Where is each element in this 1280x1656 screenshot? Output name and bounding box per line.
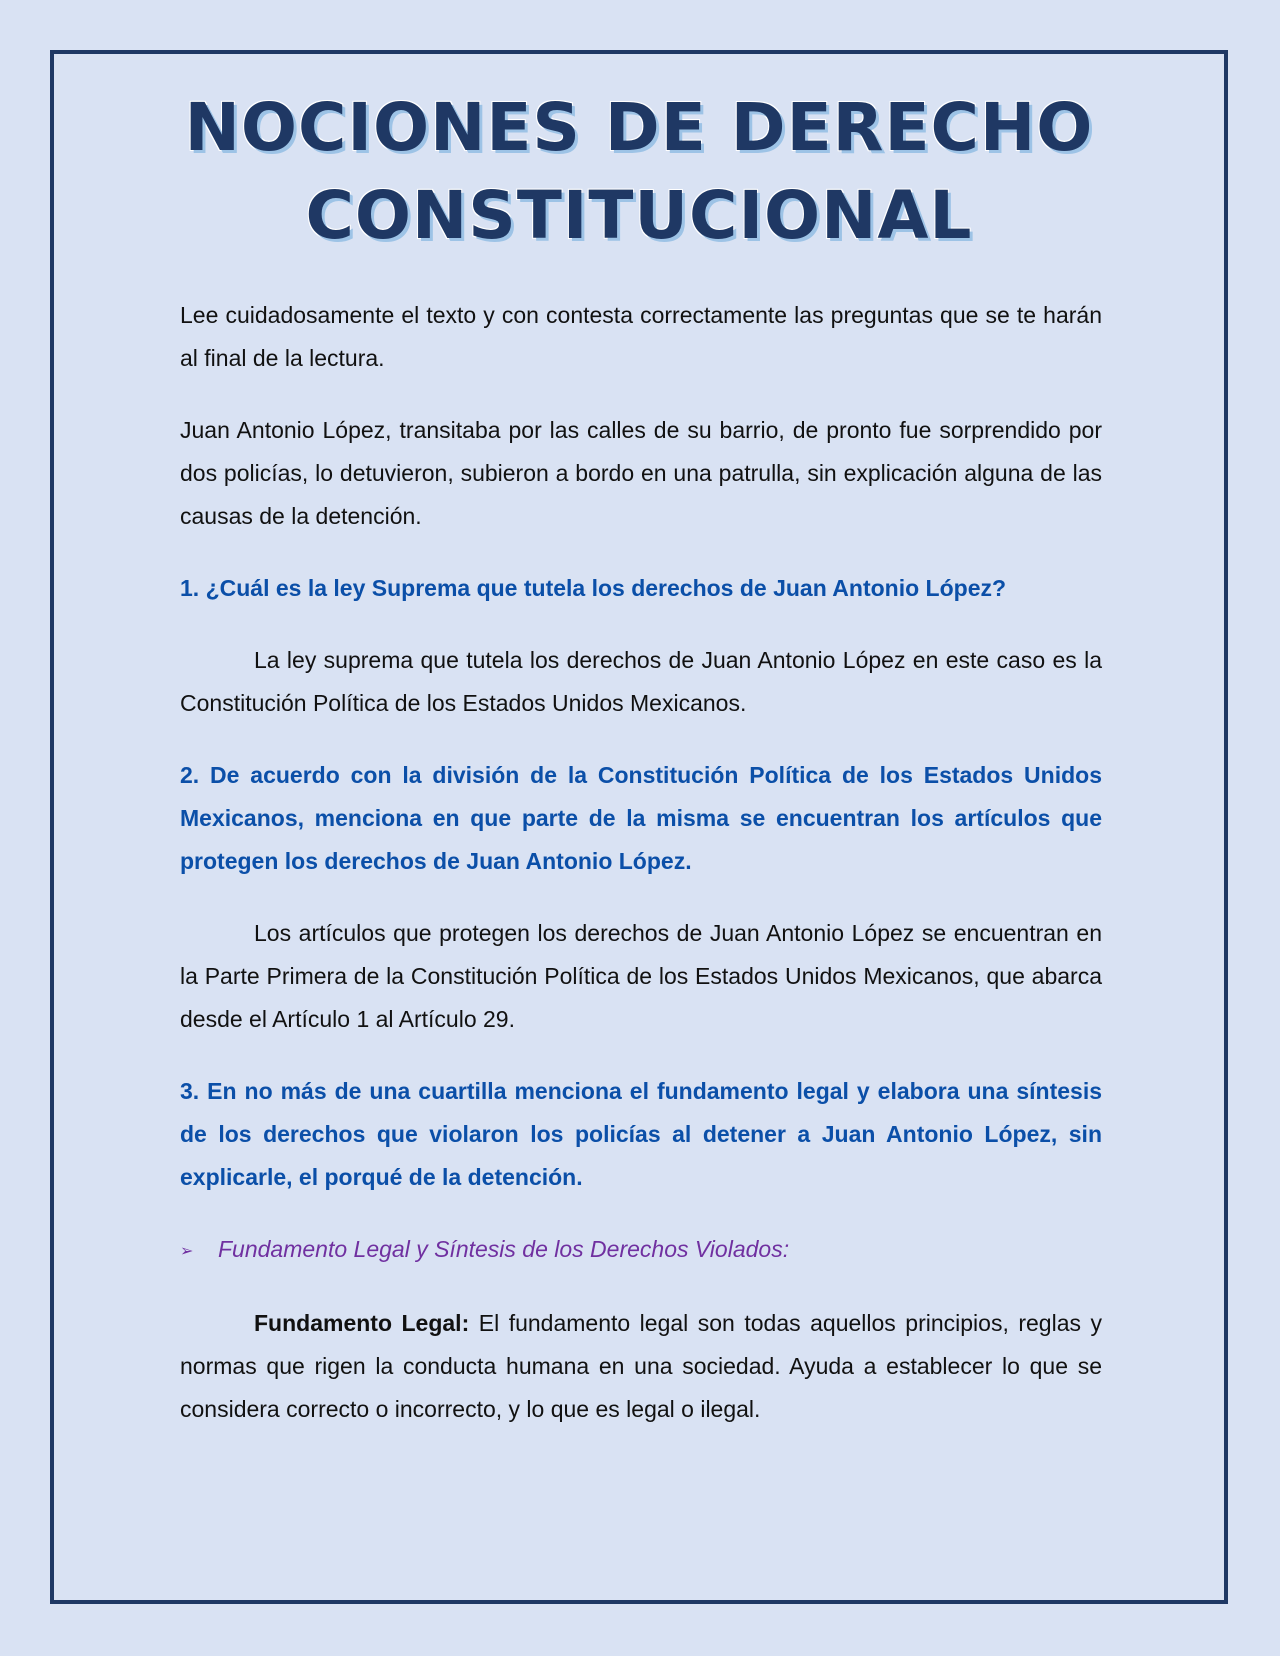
page-frame	[50, 50, 1228, 1604]
answer-2: Los artículos que protegen los derechos de Juan Antonio López se encuentran en la Parte Primera de la Constitución Política de los Estados Unidos Mexicanos, que abarca desde el Artículo 1 al Artículo 29.	[180, 920, 1102, 1032]
fundamento-label: Fundamento Legal:	[254, 1310, 470, 1336]
bullet-item	[180, 1228, 1102, 1273]
arrow-bullet-icon: ➢	[180, 1243, 194, 1260]
answer-1: La ley suprema que tutela los derechos de Juan Antonio López en este caso es la Constitución Política de los Estados Unidos Mexicanos.	[180, 647, 1102, 716]
question-2: 2. De acuerdo con la división de la Constitución Política de los Estados Unidos Mexicanos, menciona en que parte de la misma se encuentran los artículos que protegen los derechos de Juan Antonio López.	[180, 762, 1102, 874]
fundamento-paragraph	[180, 1302, 1102, 1431]
case-paragraph: Juan Antonio López, transitaba por las calles de su barrio, de pronto fue sorprendido por dos policías, lo detuvieron, subieron a bordo en una patrulla, sin explicación alguna de las causas de la detención.	[180, 417, 1102, 529]
title-line-2: CONSTITUCIONAL	[305, 177, 973, 254]
document-body	[180, 294, 1102, 1460]
fundamento-text: El fundamento legal son todas aquellos principios, reglas y normas que rigen la conducta humana en una sociedad. Ayuda a establecer lo que se considera correcto o incorrecto, y lo que es legal o ilegal.	[180, 1310, 1102, 1422]
title-line-1: NOCIONES DE DERECHO	[184, 89, 1094, 166]
page-title	[54, 84, 1224, 260]
question-1: 1. ¿Cuál es la ley Suprema que tutela los derechos de Juan Antonio López?	[180, 575, 1007, 601]
intro-paragraph: Lee cuidadosamente el texto y con contesta correctamente las preguntas que se te harán al final de la lectura.	[180, 302, 1102, 371]
bullet-text: Fundamento Legal y Síntesis de los Derechos Violados:	[218, 1236, 790, 1262]
question-3: 3. En no más de una cuartilla menciona el fundamento legal y elabora una síntesis de los derechos que violaron los policías al detener a Juan Antonio López, sin explicarle, el porqué de la detención.	[180, 1078, 1102, 1190]
